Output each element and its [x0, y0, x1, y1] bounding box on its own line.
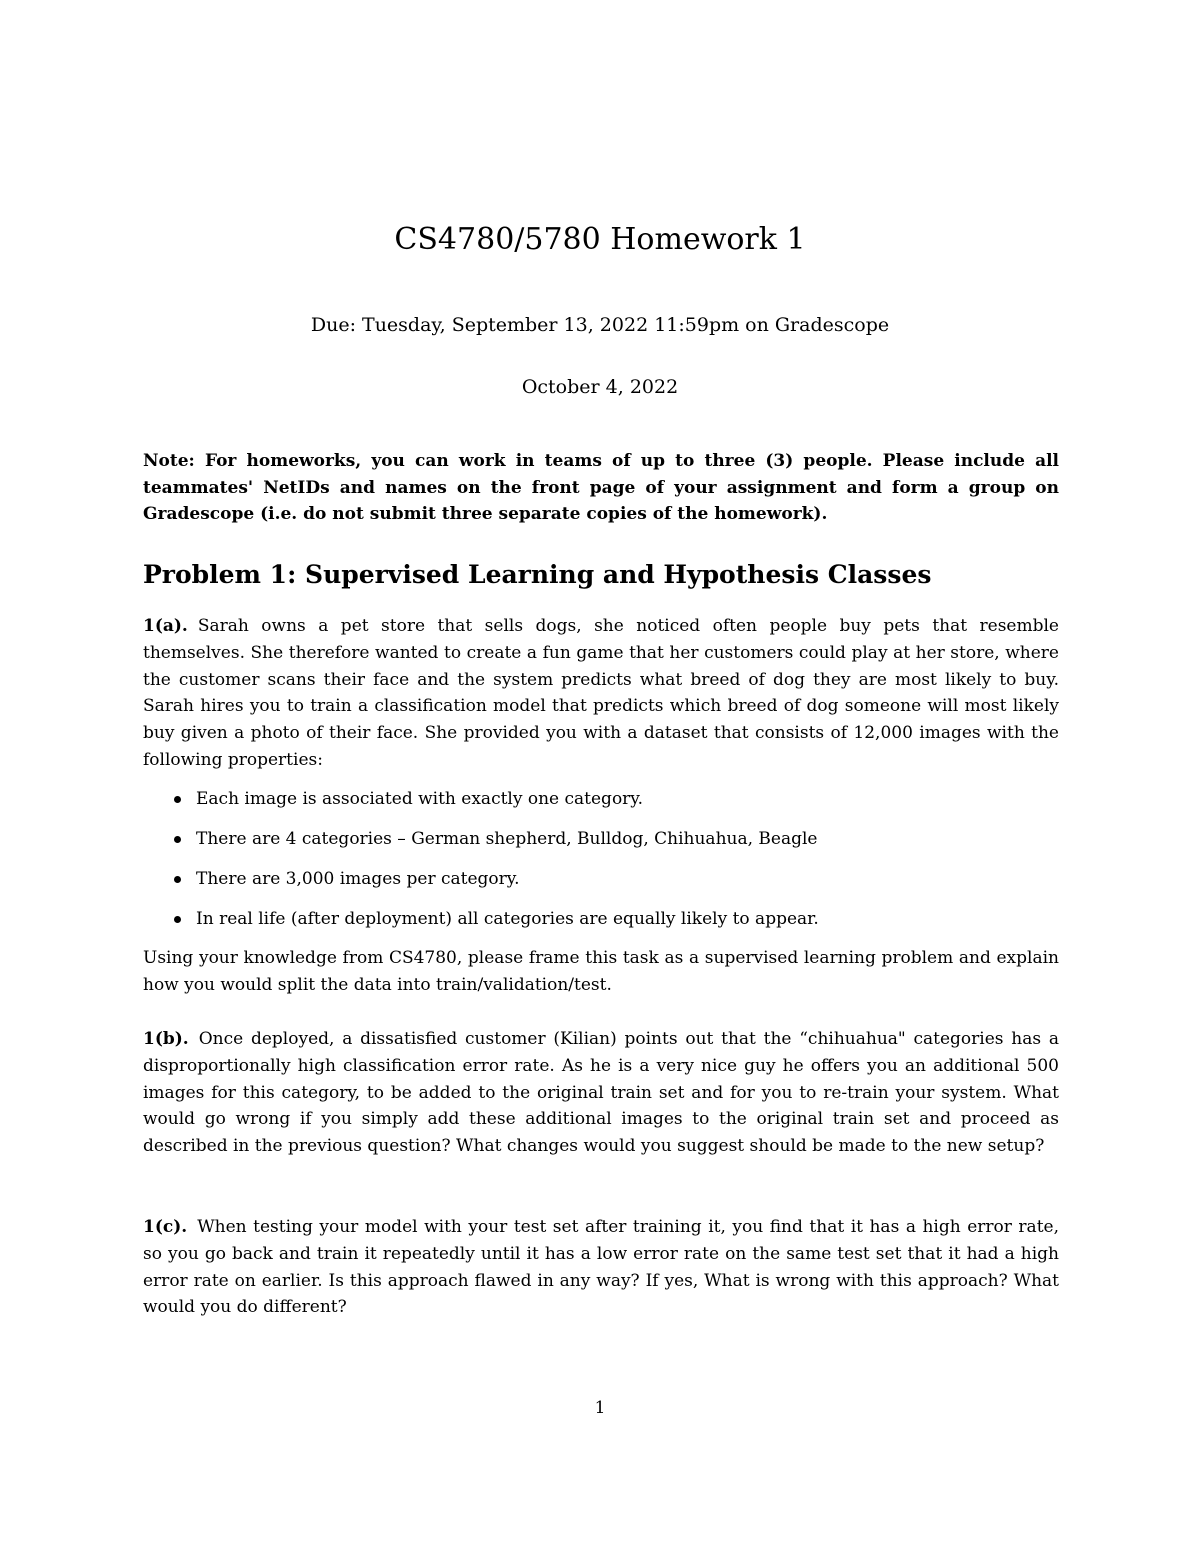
document-title: CS4780/5780 Homework 1: [394, 222, 806, 257]
problem-1a-label: 1(a).: [143, 616, 188, 636]
problem-1b-label: 1(b).: [143, 1029, 189, 1049]
list-item-text: In real life (after deployment) all categories are equally likely to appear.: [196, 909, 819, 929]
problem-1a-paragraph: [143, 613, 1059, 774]
dataset-properties-list: [143, 786, 1059, 946]
bullet-icon: [174, 796, 181, 803]
problem-1c-label: 1(c).: [143, 1217, 188, 1237]
bullet-icon: [174, 836, 181, 843]
section-heading-problem-1: Problem 1: Supervised Learning and Hypothesis Classes: [143, 560, 932, 589]
problem-1c-paragraph: [143, 1214, 1059, 1321]
page-number: 1: [594, 1398, 606, 1418]
list-item: [143, 866, 1059, 906]
list-item-text: There are 3,000 images per category.: [196, 869, 520, 889]
list-item: [143, 786, 1059, 826]
problem-1b-paragraph: [143, 1026, 1059, 1160]
bullet-icon: [174, 916, 181, 923]
problem-1a-question: Using your knowledge from CS4780, please frame this task as a supervised learning problem and explain how you would split the data into train/validation/test.: [143, 948, 1059, 995]
problem-1c-text: When testing your model with your test set after training it, you find that it has a high error rate, so you go back and train it repeatedly until it has a low error rate on the same test set that it had a high error rate on earlier. Is this approach flawed in any way? If yes, What is wrong with this approach? What would you do different?: [143, 1217, 1059, 1318]
document-date: October 4, 2022: [521, 376, 679, 398]
due-date-line: Due: Tuesday, September 13, 2022 11:59pm on Gradescope: [310, 314, 890, 336]
list-item: [143, 906, 1059, 946]
bullet-icon: [174, 876, 181, 883]
problem-1a-text: Sarah owns a pet store that sells dogs, she noticed often people buy pets that resemble themselves. She therefore wanted to create a fun game that her customers could play at her store, where the customer scans their face and the system predicts what breed of dog they are most likely to buy. Sarah hires you to train a classification model that predicts which breed of dog someone will most likely buy given a photo of their face. She provided you with a dataset that consists of 12,000 images with the following properties:: [143, 616, 1059, 770]
team-note: Note: For homeworks, you can work in teams of up to three (3) people. Please include all teammates' NetIDs and names on the front page of your assignment and form a group on Gradescope (i.e. do not submit three separate copies of the homework).: [143, 451, 1059, 524]
list-item-text: Each image is associated with exactly one category.: [196, 789, 644, 809]
list-item-text: There are 4 categories – German shepherd, Bulldog, Chihuahua, Beagle: [196, 829, 818, 849]
list-item: [143, 826, 1059, 866]
problem-1b-text: Once deployed, a dissatisfied customer (Kilian) points out that the “chihuahua" categories has a disproportionally high classification error rate. As he is a very nice guy he offers you an additional 500 images for this category, to be added to the original train set and for you to re-train your system. What would go wrong if you simply add these additional images to the original train set and proceed as described in the previous question? What changes would you suggest should be made to the new setup?: [143, 1029, 1059, 1157]
